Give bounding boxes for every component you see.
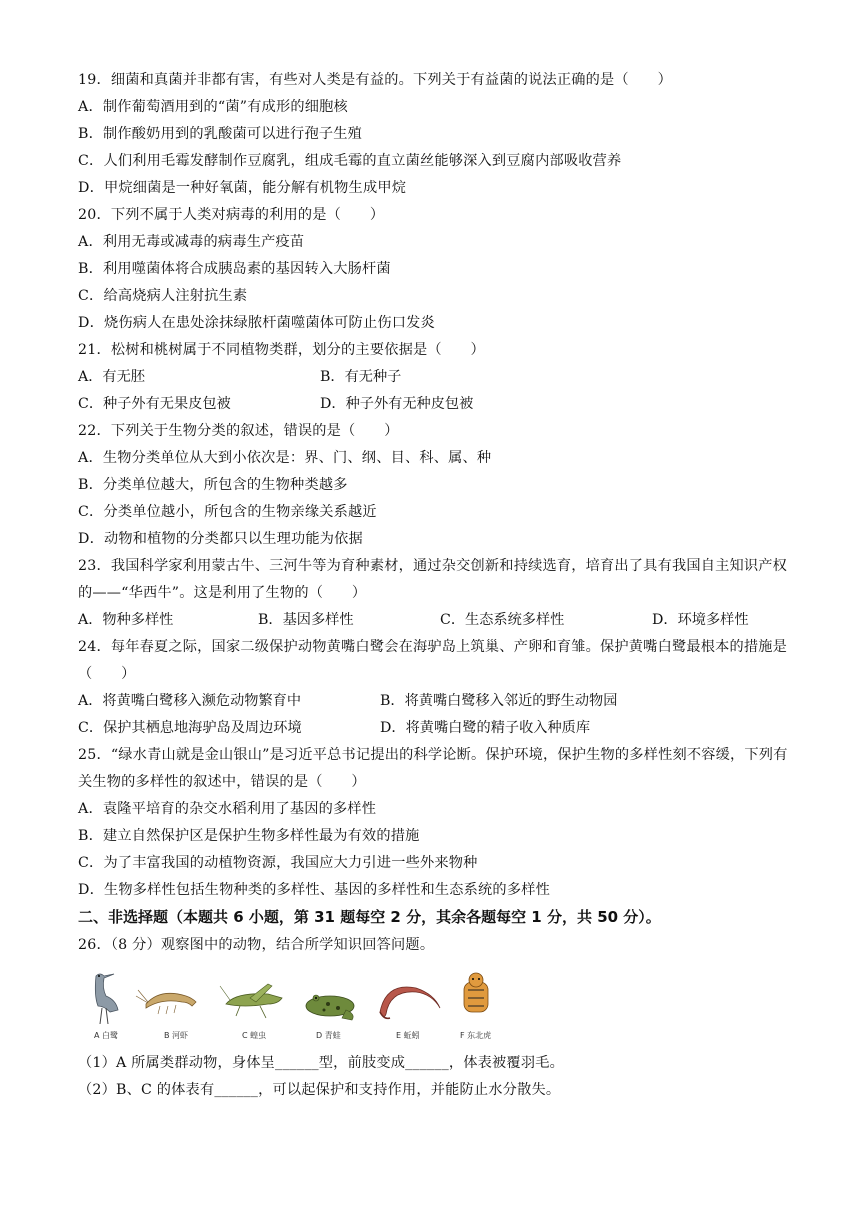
caption-c: C 蝗虫 — [242, 1031, 267, 1040]
shrimp-illustration — [136, 990, 196, 1014]
question-25-option-d: D．生物多样性包括生物种类的多样性、基因的多样性和生态系统的多样性 — [78, 882, 550, 898]
question-26-sub2: （2）B、C 的体表有______，可以起保护和支持作用，并能防止水分散失。 — [78, 1082, 561, 1098]
caption-e: E 蚯蚓 — [396, 1031, 420, 1040]
question-23-option-a: A．物种多样性 — [78, 612, 174, 628]
question-22-stem: 22．下列关于生物分类的叙述，错误的是（ ） — [78, 423, 399, 439]
question-24-option-a: A．将黄嘴白鹭移入濒危动物繁育中 — [78, 693, 302, 709]
caption-d: D 青蛙 — [316, 1031, 341, 1040]
question-20-option-b: B．利用噬菌体将合成胰岛素的基因转入大肠杆菌 — [78, 261, 391, 277]
question-25-stem: 25．“绿水青山就是金山银山”是习近平总书记提出的科学论断。保护环境，保护生物的多样性刻不容缓，下列有关生物的多样性的叙述中，错误的是（ ） — [78, 747, 788, 790]
question-25-option-c: C．为了丰富我国的动植物资源，我国应大力引进一些外来物种 — [78, 855, 478, 871]
question-21-option-b: B．有无种子 — [320, 369, 402, 385]
question-19-option-a: A．制作葡萄酒用到的“菌”有成形的细胞核 — [78, 99, 348, 115]
question-20-option-c: C．给高烧病人注射抗生素 — [78, 288, 248, 304]
question-21-option-d: D．种子外有无种皮包被 — [320, 396, 474, 412]
question-26-sub1: （1）A 所属类群动物，身体呈______型，前肢变成______，体表被覆羽毛。 — [78, 1055, 564, 1071]
question-21-stem: 21．松树和桃树属于不同植物类群，划分的主要依据是（ ） — [78, 342, 485, 358]
frog-illustration — [306, 995, 354, 1020]
question-22-option-c: C．分类单位越小，所包含的生物亲缘关系越近 — [78, 504, 377, 520]
question-22-option-b: B．分类单位越大，所包含的生物种类越多 — [78, 477, 348, 493]
question-20-option-d: D．烧伤病人在患处涂抹绿脓杆菌噬菌体可防止伤口发炎 — [78, 315, 435, 331]
question-23-option-b: B．基因多样性 — [258, 612, 354, 628]
caption-b: B 河虾 — [164, 1031, 189, 1040]
animal-figure — [80, 968, 520, 1040]
earthworm-illustration — [380, 987, 440, 1018]
question-24-stem: 24．每年春夏之际，国家二级保护动物黄嘴白鹭会在海驴岛上筑巢、产卵和育雏。保护黄嘴白鹭最根本的措施是（ ） — [78, 639, 788, 682]
question-26-stem: 26．（8 分）观察图中的动物，结合所学知识回答问题。 — [78, 937, 435, 953]
question-19-option-d: D．甲烷细菌是一种好氧菌，能分解有机物生成甲烷 — [78, 180, 407, 196]
grasshopper-illustration — [220, 984, 282, 1018]
question-21-option-c: C．种子外有无果皮包被 — [78, 396, 231, 412]
question-24-option-c: C．保护其栖息地海驴岛及周边环境 — [78, 720, 302, 736]
question-24-option-b: B．将黄嘴白鹭移入邻近的野生动物园 — [380, 693, 618, 709]
question-23-stem: 23．我国科学家利用蒙古牛、三河牛等为育种素材，通过杂交创新和持续选育，培育出了具有我国自主知识产权的——“华西牛”。这是利用了生物的（ ） — [78, 558, 788, 601]
question-22-option-a: A．生物分类单位从大到小依次是：界、门、纲、目、科、属、种 — [78, 450, 492, 466]
heron-illustration — [95, 974, 118, 1024]
tiger-illustration — [464, 973, 488, 1012]
question-25-option-b: B．建立自然保护区是保护生物多样性最为有效的措施 — [78, 828, 420, 844]
animal-figure-svg — [80, 968, 520, 1040]
question-20-option-a: A．利用无毒或减毒的病毒生产疫苗 — [78, 234, 305, 250]
question-25-option-a: A．袁隆平培育的杂交水稻利用了基因的多样性 — [78, 801, 377, 817]
question-22-option-d: D．动物和植物的分类都只以生理功能为依据 — [78, 531, 363, 547]
question-23-option-c: C．生态系统多样性 — [440, 612, 565, 628]
question-21-option-a: A．有无胚 — [78, 369, 145, 385]
question-24-option-d: D．将黄嘴白鹭的精子收入种质库 — [380, 720, 591, 736]
section-title: 二、非选择题（本题共 6 小题，第 31 题每空 2 分，其余各题每空 1 分，共 50 分）。 — [78, 908, 661, 926]
question-23-option-d: D．环境多样性 — [652, 612, 749, 628]
question-19-option-b: B．制作酸奶用到的乳酸菌可以进行孢子生殖 — [78, 126, 362, 142]
question-19-stem: 19．细菌和真菌并非都有害，有些对人类是有益的。下列关于有益菌的说法正确的是（ ） — [78, 72, 672, 88]
question-19-option-c: C．人们利用毛霉发酵制作豆腐乳，组成毛霉的直立菌丝能够深入到豆腐内部吸收营养 — [78, 153, 622, 169]
caption-f: F 东北虎 — [460, 1031, 492, 1040]
caption-a: A 白鹭 — [94, 1031, 119, 1040]
question-20-stem: 20．下列不属于人类对病毒的利用的是（ ） — [78, 207, 385, 223]
